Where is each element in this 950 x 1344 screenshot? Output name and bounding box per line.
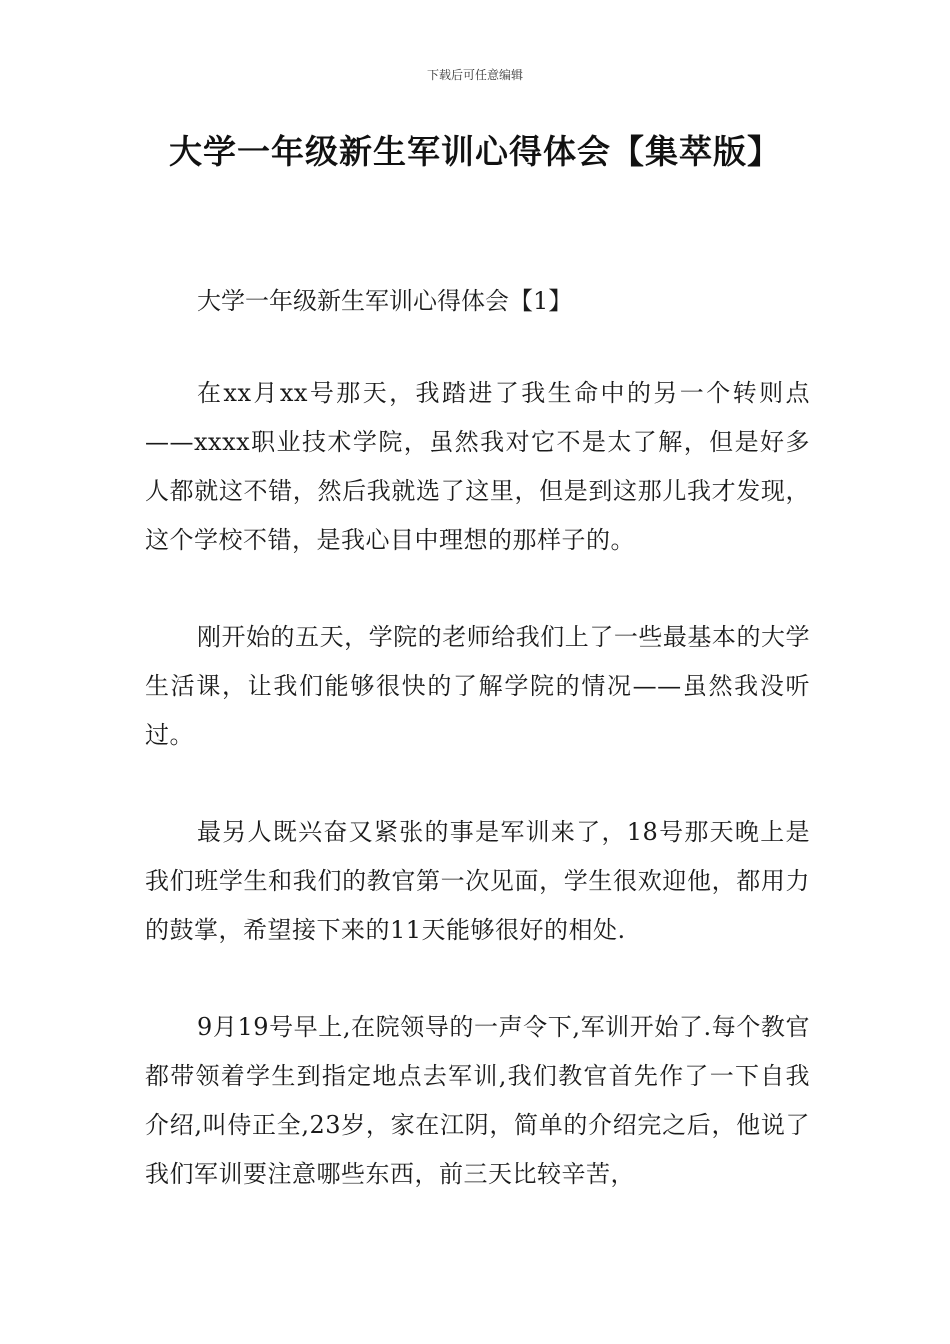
section-heading: 大学一年级新生军训心得体会【1】 xyxy=(197,287,573,315)
header-note: 下载后可任意编辑 xyxy=(426,68,523,82)
paragraph: 刚开始的五天，学院的老师给我们上了一些最基本的大学生活课，让我们能够很快的了解学院的情况——虽然我没听过。 xyxy=(145,623,810,749)
document-title: 大学一年级新生军训心得体会【集萃版】 xyxy=(169,132,781,171)
paragraph: 9月19号早上,在院领导的一声令下,军训开始了.每个教官都带领着学生到指定地点去军训,我们教官首先作了一下自我介绍,叫侍正全,23岁，家在江阴，简单的介绍完之后，他说了我们军训要注意哪些东西，前三天比较辛苦， xyxy=(145,1013,810,1188)
document-body xyxy=(145,280,810,1247)
paragraph: 在xx月xx号那天，我踏进了我生命中的另一个转则点——xxxx职业技术学院，虽然我对它不是太了解，但是好多人都就这不错，然后我就选了这里，但是到这那儿我才发现，这个学校不错，是我心目中理想的那样子的。 xyxy=(145,379,810,554)
paragraph: 最另人既兴奋又紧张的事是军训来了，18号那天晚上是我们班学生和我们的教官第一次见面，学生很欢迎他，都用力的鼓掌，希望接下来的11天能够很好的相处. xyxy=(145,818,810,944)
